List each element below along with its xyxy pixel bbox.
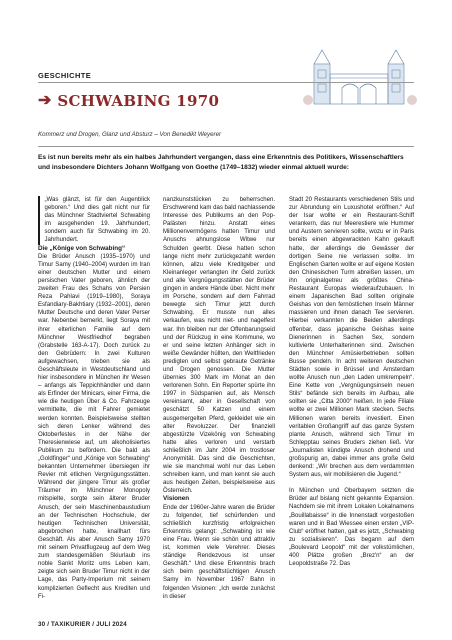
mid-divider (38, 146, 414, 147)
column-3-text-2: In München und Oberbayern setzten die Brüder auf bislang nicht gekannte Expansion. Nachdem sie mit ihrem Lokalen Lokalnamens „Bouillabaisse“ in die Innenstadt vorgestoßen waren und in Bad Wiessee einen ersten „VIP-Club“ eröffnet hatten, galt es jetzt, „Schwabing zu sozialisieren“. Das begann auf dem „Boulevard Leopold“ mit der volkstümlichen, 400 Plätze großen „Brez'n“ an der Leopoldstraße 72. Das (289, 488, 414, 568)
lead-paragraph: Es ist nun bereits mehr als ein halbes Jahrhundert vergangen, dass eine Erkenntnis des Politikers, Wissenschaftlers und insbesondere Dichters Johann Wolfgang von Goethe (1749–1832) wieder einmal aktuell wurde: (38, 154, 404, 171)
column-2 (163, 196, 275, 601)
top-band (0, 0, 452, 16)
column-3-text-1: Stadt 20 Restaurants verschiedenen Stils und zur Abrundung ein Luxushotel eröffnen.“ Auf der Isar wollte er ein Restaurant-Schiff verankern, das nur Meerestiere wie Hummer und Austern servieren sollte, wozu er in Paris bereits einen abgewrackten Kahn gekauft hatte, der allerdings die Gewässer der dortigen Seine nie verlassen sollte. Im Englischen Garten wollte er auf eigene Kosten den Chinesischen Turm abreißen lassen, um ihn originalgetreu als größtes China-Restaurant Europas wiederaufzubauen. In einem Japanischen Bad sollten originale Geishas von den fernöstlichen Inseln Männer massieren und ihnen danach Tee servieren. Hierbei verkannten die Beiden allerdings offenbar, dass japanische Geishas keine Dienerinnen in Sachen Sex, sondern kultivierte Unterhalterinnen sind. Zwischen den Münchner Amüsierbetrieben sollten Busse pendeln. In acht weiteren deutschen Städten sowie in Brüssel und Amsterdam wollte Anusch nun „den Laden umkrempeln“. Eine Kette von „Vergnügungsinseln neuen Stils“ befände sich bereits im Aufbau, alle sollten sie „Citta 2000“ heißen. In jede Filiale wollte er zwei Millionen Mark stecken. Sechs Millionen waren bereits investiert. Einen veritablen Großangriff auf das ganze System plante Anusch, während sich Timur im Schlepptau seines Bruders ziehen ließ. Vor „Journalisten kündigte Anusch drohend und großspurig an, dabei immer ans große Geld denkend: „Wir brechen aus dem verdammten System aus, wir mobilisieren die Jugend.“ (289, 197, 414, 479)
city-gate-illustration (300, 30, 418, 110)
subheading-koenige: Die „Könige von Schwabing“ (38, 244, 126, 252)
arrow-right-icon: ➔ (38, 92, 52, 109)
column-3 (289, 196, 414, 568)
column-1 (38, 196, 150, 601)
page-footer: 30 / TAXIKURIER / JULI 2024 (38, 621, 127, 628)
top-divider (38, 82, 414, 83)
section-label: GESCHICHTE (38, 71, 92, 80)
article-title: SCHWABING 1970 (57, 92, 220, 110)
quote-block (38, 196, 150, 245)
quote-text: „Was glänzt, ist für den Augenblick geboren.“ Und dies galt nicht nur für das Münchner Stadtviertel Schwabing im ausgehenden 19. Jahrhundert, sondern auch für Schwabing im 20. Jahrhundert. (44, 197, 150, 244)
column-1-text: Die Brüder Anusch (1935–1970) und Timur Samy (1940–2004) wurden im Iran einer deutschen Mutter und einem persischen Vater geboren, ähnlich der zweiten Frau des Schahs von Persien Reza Pahlavi (1919–1980), Soraya Esfandiary-Bakhtiary (1932–2001), deren Mutter Deutsche und deren Vater Perser war. Nebenbei bemerkt, liegt Soraya mit ihrer elterlichen Familie auf dem Münchner Westfriedhof begraben (Grabstelle 163-A-17). Doch zurück zu den Gebrüdern: In zwei Kulturen aufgewachsen, trieben sie als Geschäftsleute in Westdeutschland und hier insbesondere in München ihr Wesen – anfangs als Teppichhändler und dann als Erfinder der Minicars, einer Firma, die wie die heutigen Über & Co. Fahrzeuge vermittelte, die mit Fahrer gemietet werden konnten. Beispielsweise stellten sich deren Lenker während des Oktoberfestes in der Nähe der Theresienwiese auf, um alkoholisiertes Publikum zu befördern. Die bald als „Goldfinger“ und „Könige von Schwabing“ bekannten Unternehmer übersiegen ihr Revier mit etlichen Vergnügungsstätten. Während der jüngere Timur als großer Träumer im Münchner Monopoly mitspielte, sorgte sein älterer Bruder Anusch, der sein Maschinenbaustudium an der Technischen Hochschule, der heutigen Technischen Universität, abgebrochen hatte, knallhart fürs Geschäft. Als aber Anusch Samy 1970 mit seinem Privatflugzeug auf dem Weg zum standesgemäßen Skiurlaub ins noble Sankt Moritz ums Leben kam, zeigte sich sein Bruder Timur nicht in der Lage, das Party-Imperium mit seinem komplizierten Geflecht aus Krediten und Fi- (38, 253, 150, 600)
column-2-text-1: nanzkunststücken zu beherrschen. Erschwerend kam das bald nachlassende Interesse des Publikums an den Pop-Palästen hinzu. Anstatt eines Millionenvermögens hatten Timur und Anuschs ahnungslose Witwe nur Schulden geerbt. Diese hatten schon lange nicht mehr zurückgezahlt werden können, allzu viele Kreditgeber und Kleinanleger verlangten ihr Geld zurück und alle Vergnügungsstätten der Brüder gingen in andere Hände über. Nicht mehr im Porsche, sondern auf dem Fahrrad bewegte sich Timur jetzt durch Schwabing. Er musste nun alles verkaufen, was nicht niet- und nagelfest war. Ihn bleiben nur der Offenbarungseid und der Rückzug in eine Kommune, wo er und seine letzten Anhänger sich in weiße Gewänder hüllten, den Weltfrieden predigten und selbst gebraute Getränke und Drogen genossen. Die Mutter übernies 300 Mark im Monat an den verlorenen Sohn. Ein Reporter spürte ihn 1997 in Südspanien auf, als Mensch vereinsamt, aber in Gesellschaft von geschätzt 50 Katzen und einem ausgemergelten Pferd, gekleidet wie ein alter Revoluzzer. Der finanziell abgestürzte Vizekönig von Schwabing hatte alles verloren und verstarb schließlich im Jahr 2004 im trostloser Anonymität. Das sind die Geschichten, wie sie manchmal wohl nur das Leben schreiben kann, und man kennt sie auch aus heutigen Zeiten, beispielsweise aus Österreich. (163, 197, 275, 495)
subheading-visionen: Visionen (163, 495, 190, 503)
article-subtitle: Kommerz und Drogen, Glanz und Absturz – Von Benedikt Weyerer (38, 131, 222, 138)
quote-bar (38, 196, 40, 245)
column-2-text-2: Ende der 1960er-Jahre waren die Brüder zu folgender, tief schürfenden und schließlich kurzfristig erfolgreichen Erkenntnis gelangt: „Schwabing ist wie eine Frau. Wenn sie schön und attraktiv ist, kommen viele Verehrer. Dieses ständige Rendezvous ist unser Geschäft.“ Und diese Erkenntnis brach sich beim geschäftstüchtigen Anusch Samy im November 1967 Bahn in folgenden Visionen: „Ich werde zunächst in dieser (163, 504, 275, 600)
title-row (38, 91, 219, 111)
